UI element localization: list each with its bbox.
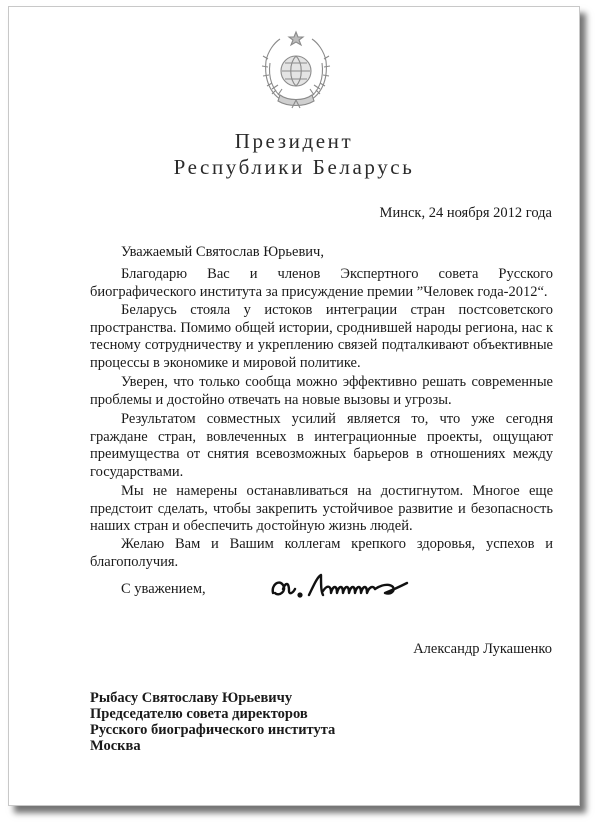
paragraph-wishes: Желаю Вам и Вашим коллегам крепкого здоровья, успехов и благополучия. (90, 536, 553, 570)
addressee-city: Москва (90, 738, 141, 754)
addressee-block (90, 690, 335, 754)
addressee-name: Рыбасу Святославу Юрьевичу (90, 690, 293, 706)
paragraph-integration: Беларусь стояла у истоков интеграции стран постсоветского пространства. Помимо общей истории, сроднившей народы региона, нас к тесному сотрудничеству и укреплению связей подталкивают объективные процессы в экономике и мировой политике. (90, 302, 553, 372)
header-title-president: Президент (234, 129, 354, 153)
addressee-position: Председателю совета директоров (90, 706, 308, 722)
paragraph-gratitude: Благодарю Вас и членов Экспертного совета Русского биографического института за присуждение премии ”Человек года-2012“. (90, 266, 553, 300)
paragraph-cooperation: Уверен, что только сообща можно эффективно решать современные проблемы и достойно отвечать на новые вызовы и угрозы. (90, 374, 553, 408)
paragraph-intentions: Мы не намерены останавливаться на достигнутом. Многое еще предстоит сделать, чтобы закрепить устойчивое развитие и безопасность наших стран и обеспечить достойную жизнь людей. (90, 483, 553, 535)
handwritten-signature-icon (265, 563, 415, 607)
signer-name: Александр Лукашенко (413, 641, 552, 657)
letter-date: Минск, 24 ноября 2012 года (379, 205, 552, 221)
addressee-organization: Русского биографического института (90, 722, 336, 738)
belarus-state-emblem-icon (258, 29, 334, 109)
paragraph-results: Результатом совместных усилий является то, что уже сегодня граждане стран, вовлеченных в интеграционные проекты, ощущают преимущества от снятия всевозможных барьеров в отношениях между государствами. (90, 411, 553, 481)
header-title-republic: Республики Беларусь (173, 155, 415, 179)
letter-closing: С уважением, (121, 581, 206, 597)
letter-page (8, 6, 580, 806)
letter-greeting: Уважаемый Святослав Юрьевич, (121, 244, 324, 260)
